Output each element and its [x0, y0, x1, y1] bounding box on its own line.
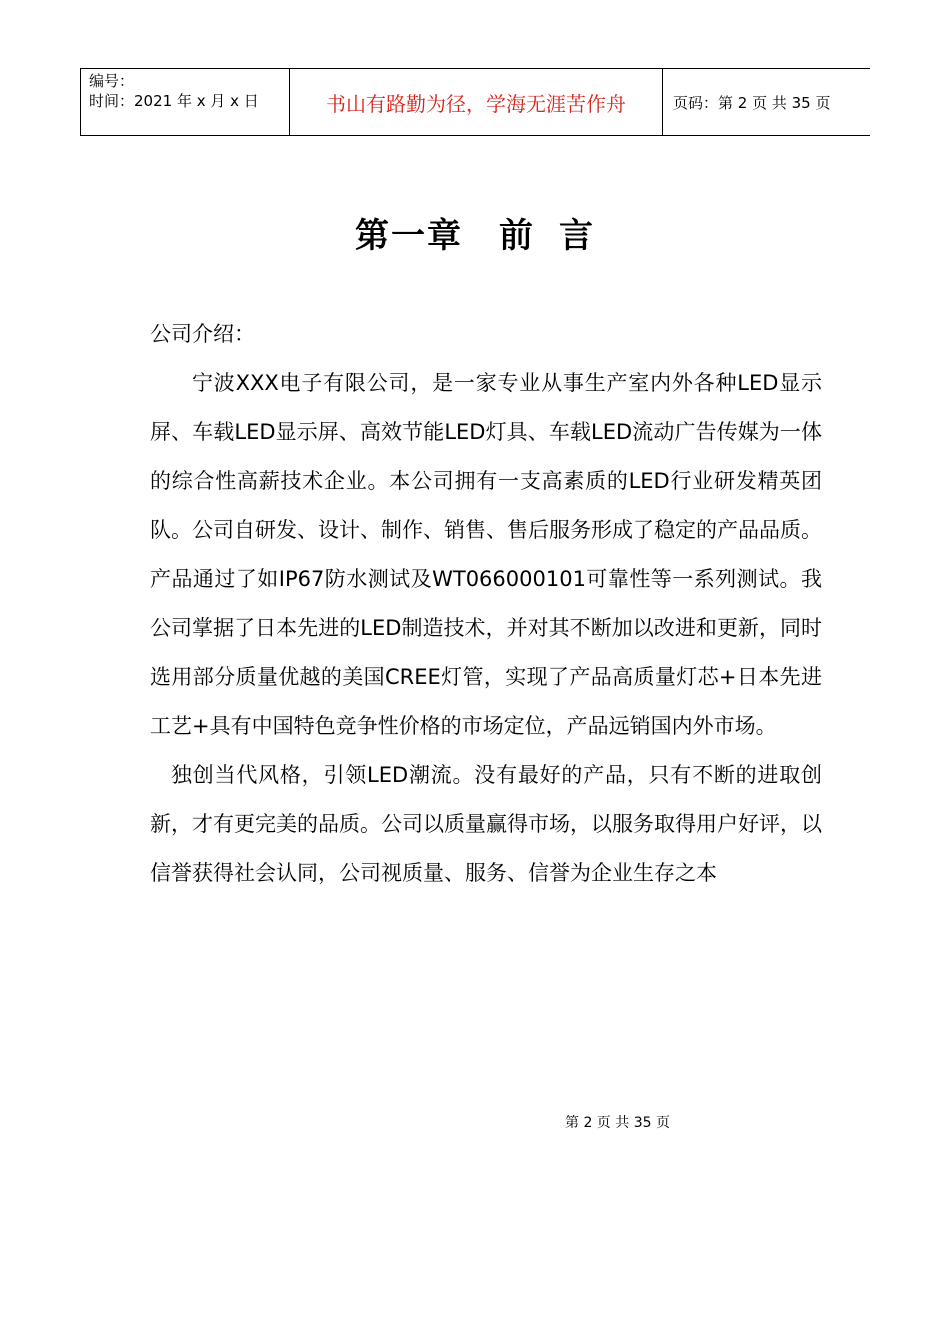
page-footer: 第 2 页 共 35 页	[565, 1115, 670, 1131]
document-header	[80, 68, 870, 136]
chapter-number: 第一章	[355, 216, 463, 256]
company-philosophy-paragraph: 独创当代风格，引领LED潮流。没有最好的产品，只有不断的进取创新，才有更完美的品质。公司以质量赢得市场，以服务取得用户好评，以信誉获得社会认同，公司视质量、服务、信誉为企业生存之本	[150, 763, 822, 885]
header-meta-cell	[81, 69, 290, 136]
header-motto: 书山有路勤为径，学海无涯苦作舟	[290, 69, 663, 136]
section-label: 公司介绍：	[150, 322, 255, 346]
company-intro-paragraph: 宁波XXX电子有限公司，是一家专业从事生产室内外各种LED显示屏、车载LED显示屏、高效节能LED灯具、车载LED流动广告传媒为一体的综合性高薪技术企业。本公司拥有一支高素质的LED行业研发精英团队。公司自研发、设计、制作、销售、售后服务形成了稳定的产品品质。产品通过了如IP67防水测试及WT066000101可靠性等一系列测试。我公司掌据了日本先进的LED制造技术，并对其不断加以改进和更新，同时选用部分质量优越的美国CREE灯管，实现了产品高质量灯芯+日本先进工艺+具有中国特色竞争性价格的市场定位，产品远销国内外市场。	[150, 371, 822, 738]
chapter-word-1: 前	[499, 216, 535, 256]
chapter-title	[0, 208, 950, 257]
time-label: 时间：2021 年 x 月 x 日	[89, 92, 259, 110]
serial-label: 编号：	[89, 72, 135, 90]
chapter-word-2: 言	[559, 216, 595, 256]
header-page-code: 页码：第 2 页 共 35 页	[663, 69, 871, 136]
document-body	[150, 310, 822, 898]
